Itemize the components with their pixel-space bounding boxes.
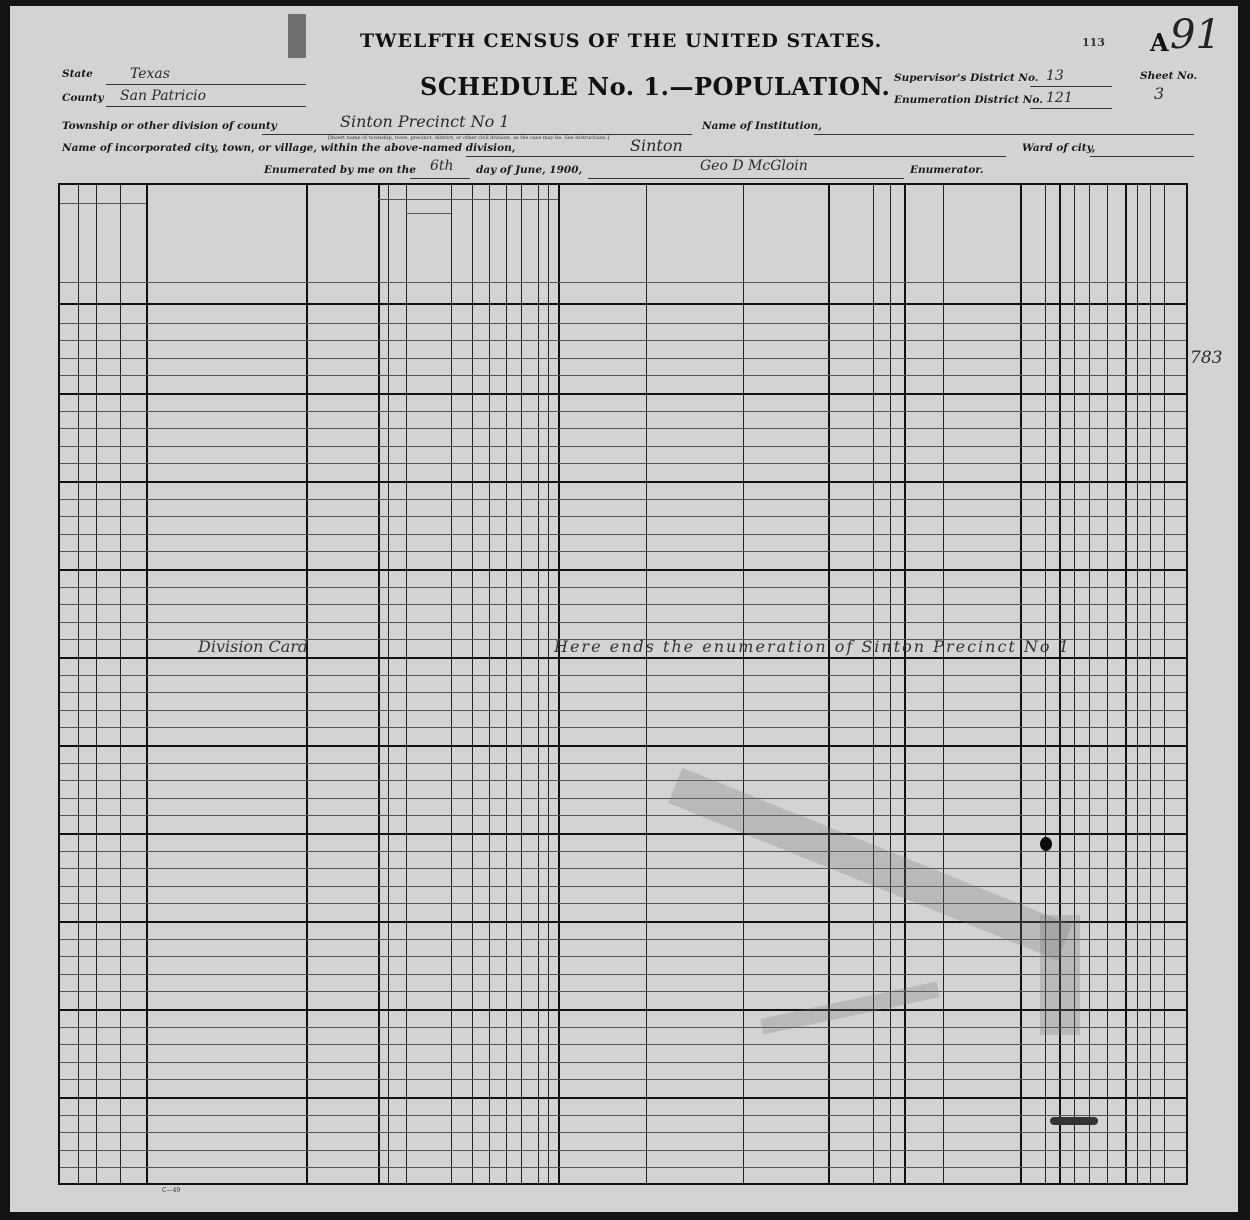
table-row bbox=[60, 306, 1186, 324]
row-rule bbox=[60, 727, 1186, 728]
row-rule bbox=[60, 868, 1186, 869]
sheet-letter: A bbox=[1150, 28, 1169, 57]
city-underline bbox=[466, 156, 1006, 157]
row-rule bbox=[60, 710, 1186, 711]
stamped-number: 91 bbox=[1170, 12, 1221, 58]
header-rule bbox=[60, 203, 146, 204]
side-number: 783 bbox=[1190, 348, 1223, 368]
table-row bbox=[60, 429, 1186, 447]
supervisor-label: Supervisor's District No. bbox=[894, 72, 1039, 84]
state-underline bbox=[106, 84, 306, 85]
supervisor-underline bbox=[1030, 86, 1112, 87]
county-label: County bbox=[62, 92, 104, 104]
row-rule bbox=[60, 798, 1186, 799]
township-note: [Insert name of township, town, precinct, district, or other civil division, as the case may be. See instructions.] bbox=[328, 135, 610, 141]
enumeration-label: Enumeration District No. bbox=[894, 94, 1043, 106]
township-label: Township or other division of county bbox=[62, 120, 277, 132]
ward-underline bbox=[1090, 156, 1194, 157]
county-underline bbox=[106, 106, 306, 107]
end-enumeration-note: Here ends the enumeration of Sinton Precinct No 1 bbox=[554, 637, 1071, 656]
row-rule bbox=[60, 1132, 1186, 1133]
census-title: TWELFTH CENSUS OF THE UNITED STATES. bbox=[360, 30, 883, 52]
city-label: Name of incorporated city, town, or village, within the above-named division, bbox=[62, 142, 516, 154]
table-row bbox=[60, 376, 1186, 394]
row-rule bbox=[60, 833, 1186, 835]
table-row bbox=[60, 394, 1186, 412]
ward-label: Ward of city, bbox=[1022, 142, 1096, 154]
table-row bbox=[60, 324, 1186, 342]
row-rule bbox=[60, 1115, 1186, 1116]
township-value: Sinton Precinct No 1 bbox=[340, 112, 510, 131]
table-row bbox=[60, 359, 1186, 377]
row-rule bbox=[60, 1027, 1186, 1028]
row-rule bbox=[60, 1062, 1186, 1063]
row-rule bbox=[60, 956, 1186, 957]
row-rule bbox=[60, 763, 1186, 764]
header-rule bbox=[378, 199, 558, 200]
dark-stamp-mark bbox=[288, 14, 306, 58]
row-rule bbox=[60, 1079, 1186, 1080]
sheet-label: Sheet No. bbox=[1140, 70, 1198, 82]
institution-label: Name of Institution, bbox=[702, 120, 822, 132]
ink-blot bbox=[1040, 837, 1052, 851]
institution-underline bbox=[814, 134, 1194, 135]
row-rule bbox=[60, 692, 1186, 693]
enumerator-label: Enumerator. bbox=[910, 164, 984, 176]
table-row bbox=[60, 552, 1186, 570]
ink-blot bbox=[1050, 1117, 1098, 1125]
state-label: State bbox=[62, 68, 93, 80]
enumerator-underline bbox=[588, 178, 904, 179]
population-grid bbox=[58, 183, 1188, 1185]
header-rule bbox=[60, 282, 1186, 283]
schedule-title: SCHEDULE No. 1.—POPULATION. bbox=[420, 72, 891, 101]
smudge-mark bbox=[1040, 915, 1080, 1035]
supervisor-value: 13 bbox=[1046, 68, 1064, 84]
row-rule bbox=[60, 1167, 1186, 1168]
enumerated-mid: day of June, 1900, bbox=[476, 164, 583, 176]
census-sheet bbox=[10, 6, 1238, 1212]
division-card-note: Division Card bbox=[198, 637, 309, 656]
enumerator-value: Geo D McGloin bbox=[700, 158, 808, 174]
row-rule bbox=[60, 657, 1186, 659]
row-rule bbox=[60, 1150, 1186, 1151]
state-value: Texas bbox=[130, 66, 170, 82]
table-row bbox=[60, 570, 1186, 588]
table-row bbox=[60, 447, 1186, 465]
header-rule bbox=[406, 213, 451, 214]
row-rule bbox=[60, 745, 1186, 747]
row-rule bbox=[60, 1044, 1186, 1045]
table-row bbox=[60, 500, 1186, 518]
county-value: San Patricio bbox=[120, 88, 207, 104]
table-row bbox=[60, 535, 1186, 553]
row-rule bbox=[60, 815, 1186, 816]
table-row bbox=[60, 341, 1186, 359]
row-rule bbox=[60, 1097, 1186, 1099]
row-rule bbox=[60, 1009, 1186, 1011]
header-rule bbox=[60, 303, 1186, 305]
enumeration-underline bbox=[1030, 108, 1112, 109]
table-row bbox=[60, 517, 1186, 535]
enumerated-label: Enumerated by me on the bbox=[264, 164, 416, 176]
smudge-mark bbox=[668, 768, 1072, 961]
enumerated-day: 6th bbox=[430, 158, 454, 174]
table-row bbox=[60, 588, 1186, 606]
row-rule bbox=[60, 675, 1186, 676]
page-code: 113 bbox=[1082, 36, 1105, 49]
table-row bbox=[60, 412, 1186, 430]
row-rule bbox=[60, 991, 1186, 992]
table-row bbox=[60, 605, 1186, 623]
enumerated-day-underline bbox=[410, 178, 470, 179]
row-rule bbox=[60, 974, 1186, 975]
row-rule bbox=[60, 886, 1186, 887]
row-rule bbox=[60, 851, 1186, 852]
table-row bbox=[60, 482, 1186, 500]
city-value: Sinton bbox=[630, 136, 683, 155]
sheet-value: 3 bbox=[1154, 84, 1165, 103]
footer-code: C—49 bbox=[162, 1187, 181, 1194]
table-row bbox=[60, 464, 1186, 482]
enumeration-value: 121 bbox=[1046, 90, 1073, 106]
row-rule bbox=[60, 780, 1186, 781]
